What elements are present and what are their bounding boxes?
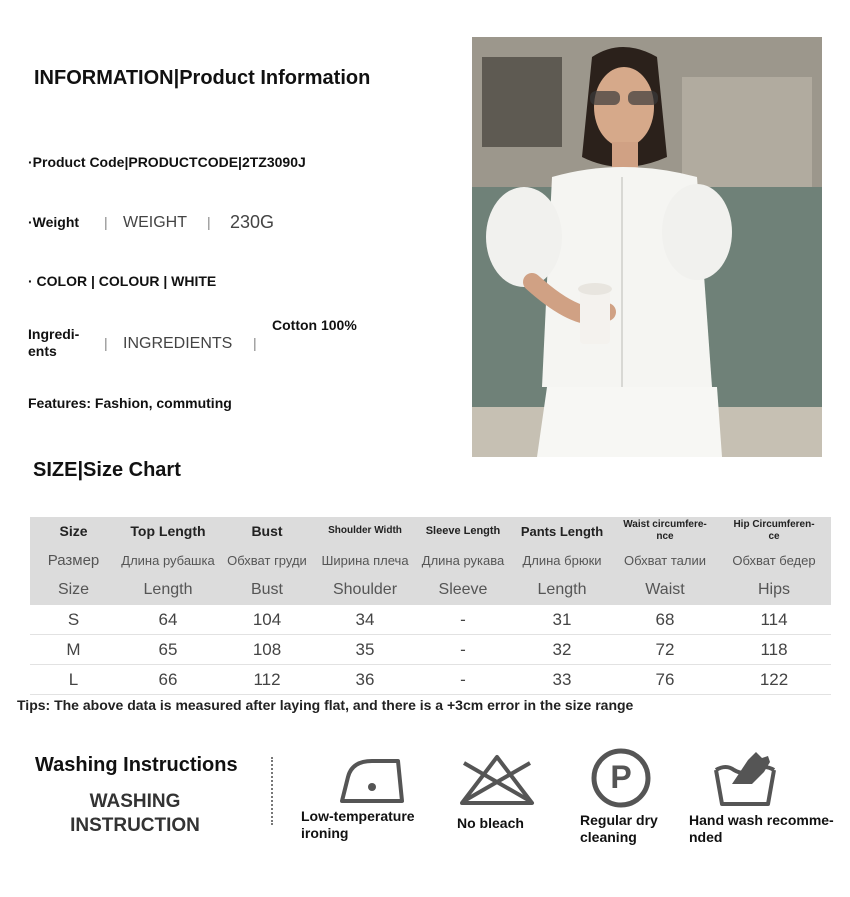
washing-title: Washing Instructions: [35, 754, 238, 776]
table-cell: 114: [717, 605, 831, 635]
label-line: cleaning: [580, 829, 637, 845]
hand-wash-label: [689, 812, 834, 846]
header-cell: Длина рубашка: [117, 545, 219, 575]
tips-text: Tips: The above data is measured after laying flat, and there is a +3cm error in the size range: [17, 697, 634, 713]
model-illustration: [472, 37, 822, 457]
ingredients-value: Cotton 100%: [272, 317, 357, 333]
header-cell: Waist: [613, 575, 717, 605]
no-bleach-icon: [458, 753, 536, 807]
header-row-ru: [30, 545, 831, 575]
dry-clean-label: [580, 812, 658, 846]
header-cell: Обхват талии: [613, 545, 717, 575]
table-row: [30, 605, 831, 635]
header-cell: Длина рукава: [415, 545, 511, 575]
header-cell: Размер: [30, 545, 117, 575]
header-cell: Обхват бедер: [717, 545, 831, 575]
separator: |: [104, 335, 108, 351]
header-cell: Length: [511, 575, 613, 605]
table-cell: 36: [315, 665, 415, 695]
table-cell: 76: [613, 665, 717, 695]
divider: [271, 757, 273, 825]
header-cell: Sleeve Length: [415, 517, 511, 545]
table-cell: S: [30, 605, 117, 635]
product-photo: [472, 37, 822, 457]
label-line: Regular dry: [580, 812, 658, 828]
iron-icon: [338, 753, 406, 805]
header-cell: Top Length: [117, 517, 219, 545]
table-cell: -: [415, 635, 511, 665]
separator: |: [104, 214, 108, 230]
table-row: [30, 635, 831, 665]
label-line: Low-temperature: [301, 808, 415, 824]
header-cell: Waist circumfere- nce: [613, 517, 717, 545]
header-cell: Обхват груди: [219, 545, 315, 575]
header-cell: Длина брюки: [511, 545, 613, 575]
header-cell: Hips: [717, 575, 831, 605]
size-title: SIZE|Size Chart: [33, 459, 181, 481]
table-cell: 33: [511, 665, 613, 695]
header-cell: Ширина плеча: [315, 545, 415, 575]
header-cell: Shoulder: [315, 575, 415, 605]
product-code: ·Product Code|PRODUCTCODE|2TZ3090J: [28, 154, 306, 170]
header-cell: Pants Length: [511, 517, 613, 545]
header-cell: Length: [117, 575, 219, 605]
weight-en: WEIGHT: [123, 214, 187, 231]
table-cell: M: [30, 635, 117, 665]
hand-wash-icon: [712, 748, 778, 808]
weight-label: ·Weight: [28, 214, 80, 230]
table-cell: -: [415, 665, 511, 695]
header-cell: Size: [30, 575, 117, 605]
table-cell: 64: [117, 605, 219, 635]
table-cell: 31: [511, 605, 613, 635]
info-title: INFORMATION|Product Information: [34, 67, 371, 89]
ingredients-en: INGREDIENTS: [123, 335, 233, 352]
header-cell: Hip Circumferen- ce: [717, 517, 831, 545]
size-chart-table: [30, 517, 831, 695]
header-cell: Bust: [219, 517, 315, 545]
header-cell: Sleeve: [415, 575, 511, 605]
table-cell: 104: [219, 605, 315, 635]
table-cell: 72: [613, 635, 717, 665]
table-cell: 65: [117, 635, 219, 665]
ingredients-label: Ingredi- ents: [28, 326, 80, 359]
table-row: [30, 665, 831, 695]
weight-value: 230G: [230, 212, 275, 232]
label-line: ironing: [301, 825, 349, 841]
table-cell: 35: [315, 635, 415, 665]
dry-clean-symbol: P: [610, 759, 632, 795]
table-cell: 34: [315, 605, 415, 635]
washing-subtitle: [40, 790, 230, 838]
header-cell: Shoulder Width: [315, 517, 415, 545]
label-line: nded: [689, 829, 723, 845]
table-cell: 66: [117, 665, 219, 695]
table-cell: 122: [717, 665, 831, 695]
table-cell: 112: [219, 665, 315, 695]
features: Features: Fashion, commuting: [28, 395, 232, 411]
table-cell: -: [415, 605, 511, 635]
label-line: Hand wash recomme-: [689, 812, 834, 828]
header-cell: Size: [30, 517, 117, 545]
iron-label: [301, 808, 415, 842]
table-cell: L: [30, 665, 117, 695]
header-cell: Bust: [219, 575, 315, 605]
separator: |: [253, 335, 257, 351]
table-cell: 68: [613, 605, 717, 635]
table-cell: 118: [717, 635, 831, 665]
no-bleach-label: No bleach: [457, 815, 524, 831]
header-row-en: [30, 517, 831, 545]
dry-clean-icon: [590, 747, 652, 809]
table-cell: 108: [219, 635, 315, 665]
table-cell: 32: [511, 635, 613, 665]
header-row-short: [30, 575, 831, 605]
washing-subtitle-line1: WASHING: [89, 791, 181, 812]
washing-subtitle-line2: INSTRUCTION: [70, 815, 200, 836]
separator: |: [207, 214, 211, 230]
color-info: · COLOR | COLOUR | WHITE: [28, 273, 217, 289]
